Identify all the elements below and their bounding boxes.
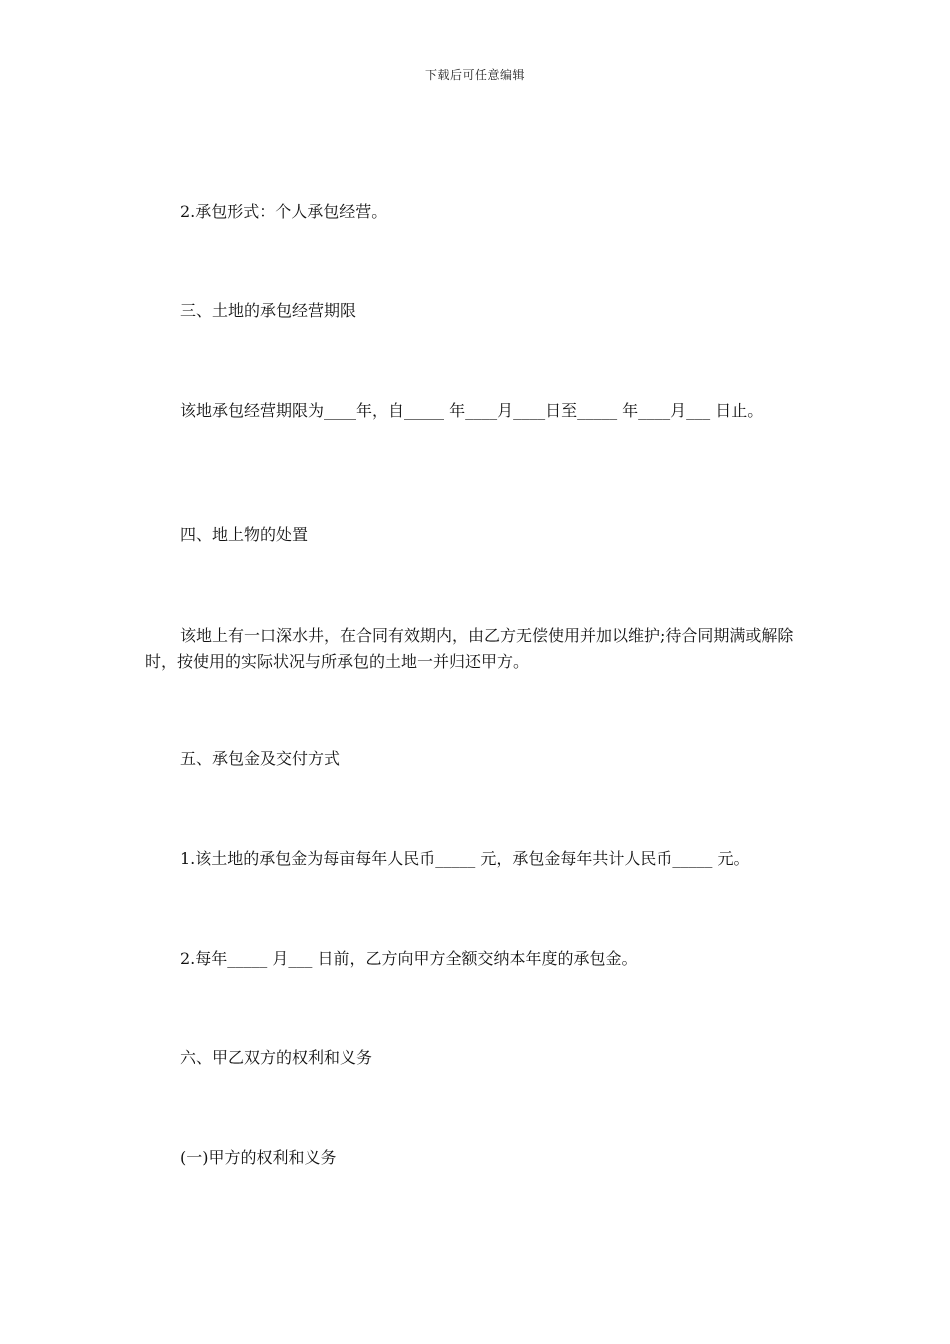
contract-term-clause: 该地承包经营期限为____年，自_____ 年____月____日至_____ 年____月___ 日止。	[180, 401, 764, 420]
subsection-heading-party-a: (一)甲方的权利和义务	[180, 1148, 337, 1167]
section-heading-payment: 五、承包金及交付方式	[180, 749, 341, 768]
section-heading-rights: 六、甲乙双方的权利和义务	[180, 1048, 373, 1067]
page-header: 下载后可任意编辑	[424, 68, 525, 82]
section-heading-ground-objects: 四、地上物的处置	[180, 525, 309, 544]
payment-amount-clause: 1.该土地的承包金为每亩每年人民币_____ 元，承包金每年共计人民币_____ 元。	[180, 849, 750, 868]
section-heading-term: 三、土地的承包经营期限	[180, 301, 357, 320]
well-clause: 该地上有一口深水井，在合同有效期内，由乙方无偿使用并加以维护;待合同期满或解除时，按使用的实际状况与所承包的土地一并归还甲方。	[145, 626, 794, 671]
payment-date-clause: 2.每年_____ 月___ 日前，乙方向甲方全额交纳本年度的承包金。	[180, 949, 638, 968]
contract-form-clause: 2.承包形式：个人承包经营。	[180, 202, 388, 221]
